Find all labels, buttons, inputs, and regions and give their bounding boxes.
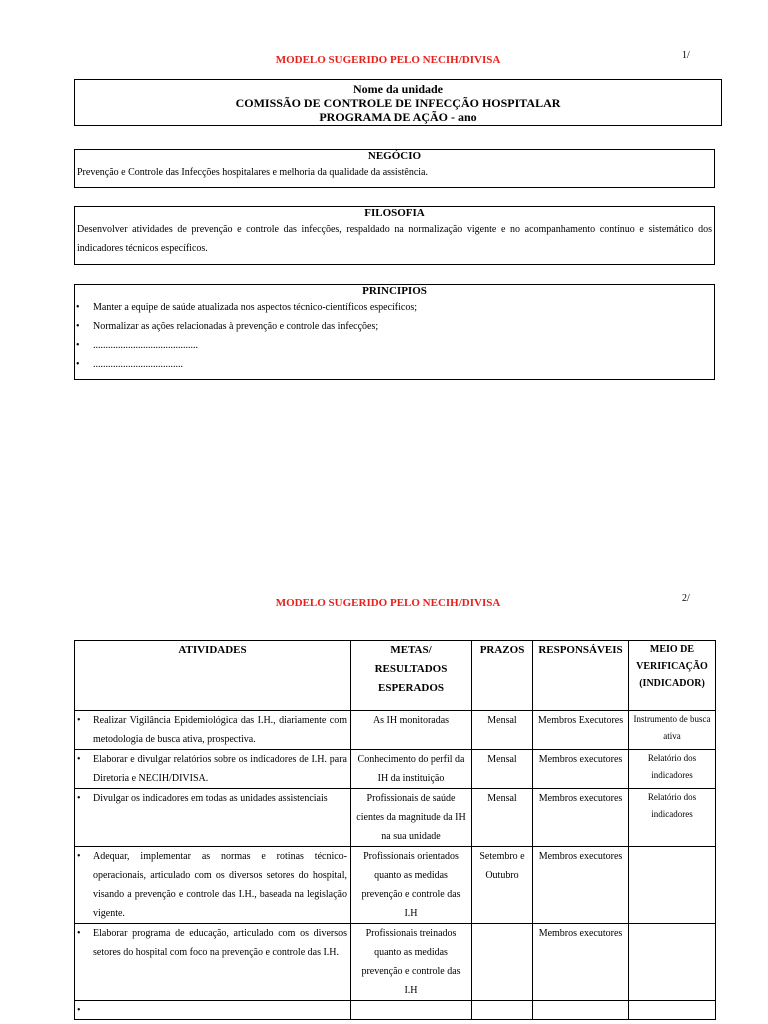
prazo-cell: Mensal bbox=[472, 789, 533, 847]
responsavel-cell: Membros executores bbox=[533, 847, 629, 924]
table-row: • Elaborar programa de educação, articulado com os diversos setores do hospital com foco na prevenção e controle das I.H. Profissionais treinados quanto as medidas prevenção e controle das I.H Membros executores bbox=[75, 924, 716, 1001]
prazo-cell: Mensal bbox=[472, 750, 533, 789]
table-row: • Elaborar e divulgar relatórios sobre os indicadores de I.H. para Diretoria e NECIH/DIVISA. Conhecimento do perfil da IH da instituição Mensal Membros executores Relatório dos indicadores bbox=[75, 750, 716, 789]
atividade-cell: Divulgar os indicadores em todas as unidades assistenciais bbox=[93, 793, 328, 804]
meio-cell bbox=[629, 1001, 716, 1020]
meta-cell: Conhecimento do perfil da IH da instituição bbox=[351, 750, 472, 789]
col-prazos: PRAZOS bbox=[472, 641, 533, 711]
principios-box bbox=[74, 284, 715, 380]
meio-cell bbox=[629, 847, 716, 924]
title-box bbox=[74, 79, 722, 126]
activities-table bbox=[74, 640, 716, 1020]
col-atividades: ATIVIDADES bbox=[75, 641, 351, 711]
responsavel-cell: Membros executores bbox=[533, 750, 629, 789]
meta-cell: Profissionais treinados quanto as medidas prevenção e controle das I.H bbox=[351, 924, 472, 1001]
commission-title: COMISSÃO DE CONTROLE DE INFECÇÃO HOSPITALAR bbox=[235, 96, 561, 110]
table-row: • bbox=[75, 1001, 716, 1020]
negocio-box bbox=[74, 149, 715, 188]
responsavel-cell: Membros Executores bbox=[533, 711, 629, 750]
meta-cell: Profissionais de saúde cientes da magnitude da IH na sua unidade bbox=[351, 789, 472, 847]
prazo-cell bbox=[472, 1001, 533, 1020]
prazo-cell: Setembro e Outubro bbox=[472, 847, 533, 924]
table-row: • Adequar, implementar as normas e rotinas técnico-operacionais, articulado com os diversos setores do hospital, visando a prevenção e controle das I.H., baseada na legislação vigente. Profissionais orientados quanto as medidas prevenção e controle das I.H Setembro e Outubro Membros executores bbox=[75, 847, 716, 924]
table-row: • Divulgar os indicadores em todas as unidades assistenciais Profissionais de saúde cientes da magnitude da IH na sua unidade Mensal Membros executores Relatório dos indicadores bbox=[75, 789, 716, 847]
atividade-cell: Adequar, implementar as normas e rotinas técnico-operacionais, articulado com os diversos setores do hospital, visando a prevenção e controle das I.H., baseada na legislação vigente. bbox=[93, 851, 347, 919]
list-item: • .................................... bbox=[76, 359, 183, 370]
filosofia-box bbox=[74, 206, 715, 265]
program-title: PROGRAMA DE AÇÃO - ano bbox=[319, 110, 477, 124]
col-metas: METAS/ RESULTADOS ESPERADOS bbox=[351, 641, 472, 711]
page2-number: 2/ bbox=[682, 593, 690, 604]
page1-header: MODELO SUGERIDO PELO NECIH/DIVISA bbox=[275, 54, 501, 66]
col-meio-verificacao: MEIO DE VERIFICAÇÃO (INDICADOR) bbox=[629, 641, 716, 711]
filosofia-text: Desenvolver atividades de prevenção e controle das infecções, respaldado na normalização vigente e no acompanhamento contínuo e sistemático dos indicadores técnicos específicos. bbox=[77, 224, 712, 254]
meta-cell: As IH monitoradas bbox=[351, 711, 472, 750]
table-header-row bbox=[75, 641, 716, 711]
responsavel-cell bbox=[533, 1001, 629, 1020]
atividade-cell: Realizar Vigilância Epidemiológica das I.H., diariamente com metodologia de busca ativa, prospectiva. bbox=[93, 715, 347, 745]
list-item: • .......................................... bbox=[76, 340, 198, 351]
meta-cell bbox=[351, 1001, 472, 1020]
meio-cell: Instrumento de busca ativa bbox=[629, 711, 716, 750]
responsavel-cell: Membros executores bbox=[533, 924, 629, 1001]
meta-cell: Profissionais orientados quanto as medidas prevenção e controle das I.H bbox=[351, 847, 472, 924]
list-item: • Normalizar as ações relacionadas à prevenção e controle das infecções; bbox=[76, 321, 379, 332]
atividade-cell: Elaborar programa de educação, articulado com os diversos setores do hospital com foco na prevenção e controle das I.H. bbox=[93, 928, 347, 958]
prazo-cell bbox=[472, 924, 533, 1001]
page1-number: 1/ bbox=[682, 50, 690, 61]
negocio-text: Prevenção e Controle das Infecções hospitalares e melhoria da qualidade da assistência. bbox=[77, 167, 428, 178]
responsavel-cell: Membros executores bbox=[533, 789, 629, 847]
negocio-title: NEGÓCIO bbox=[367, 150, 422, 162]
page2-header: MODELO SUGERIDO PELO NECIH/DIVISA bbox=[275, 597, 501, 609]
list-item: • Manter a equipe de saúde atualizada nos aspectos técnico-científicos específicos; bbox=[76, 302, 418, 313]
principios-list bbox=[75, 298, 714, 374]
unit-name: Nome da unidade bbox=[352, 82, 444, 96]
prazo-cell: Mensal bbox=[472, 711, 533, 750]
meio-cell: Relatório dos indicadores bbox=[629, 750, 716, 789]
meio-cell bbox=[629, 924, 716, 1001]
meio-cell: Relatório dos indicadores bbox=[629, 789, 716, 847]
col-responsaveis: RESPONSÁVEIS bbox=[533, 641, 629, 711]
filosofia-title: FILOSOFIA bbox=[364, 207, 425, 219]
principios-title: PRINCIPIOS bbox=[362, 285, 427, 297]
atividade-cell: Elaborar e divulgar relatórios sobre os indicadores de I.H. para Diretoria e NECIH/DIVISA. bbox=[93, 754, 347, 784]
table-row: • Realizar Vigilância Epidemiológica das I.H., diariamente com metodologia de busca ativa, prospectiva. As IH monitoradas Mensal Membros Executores Instrumento de busca ativa bbox=[75, 711, 716, 750]
